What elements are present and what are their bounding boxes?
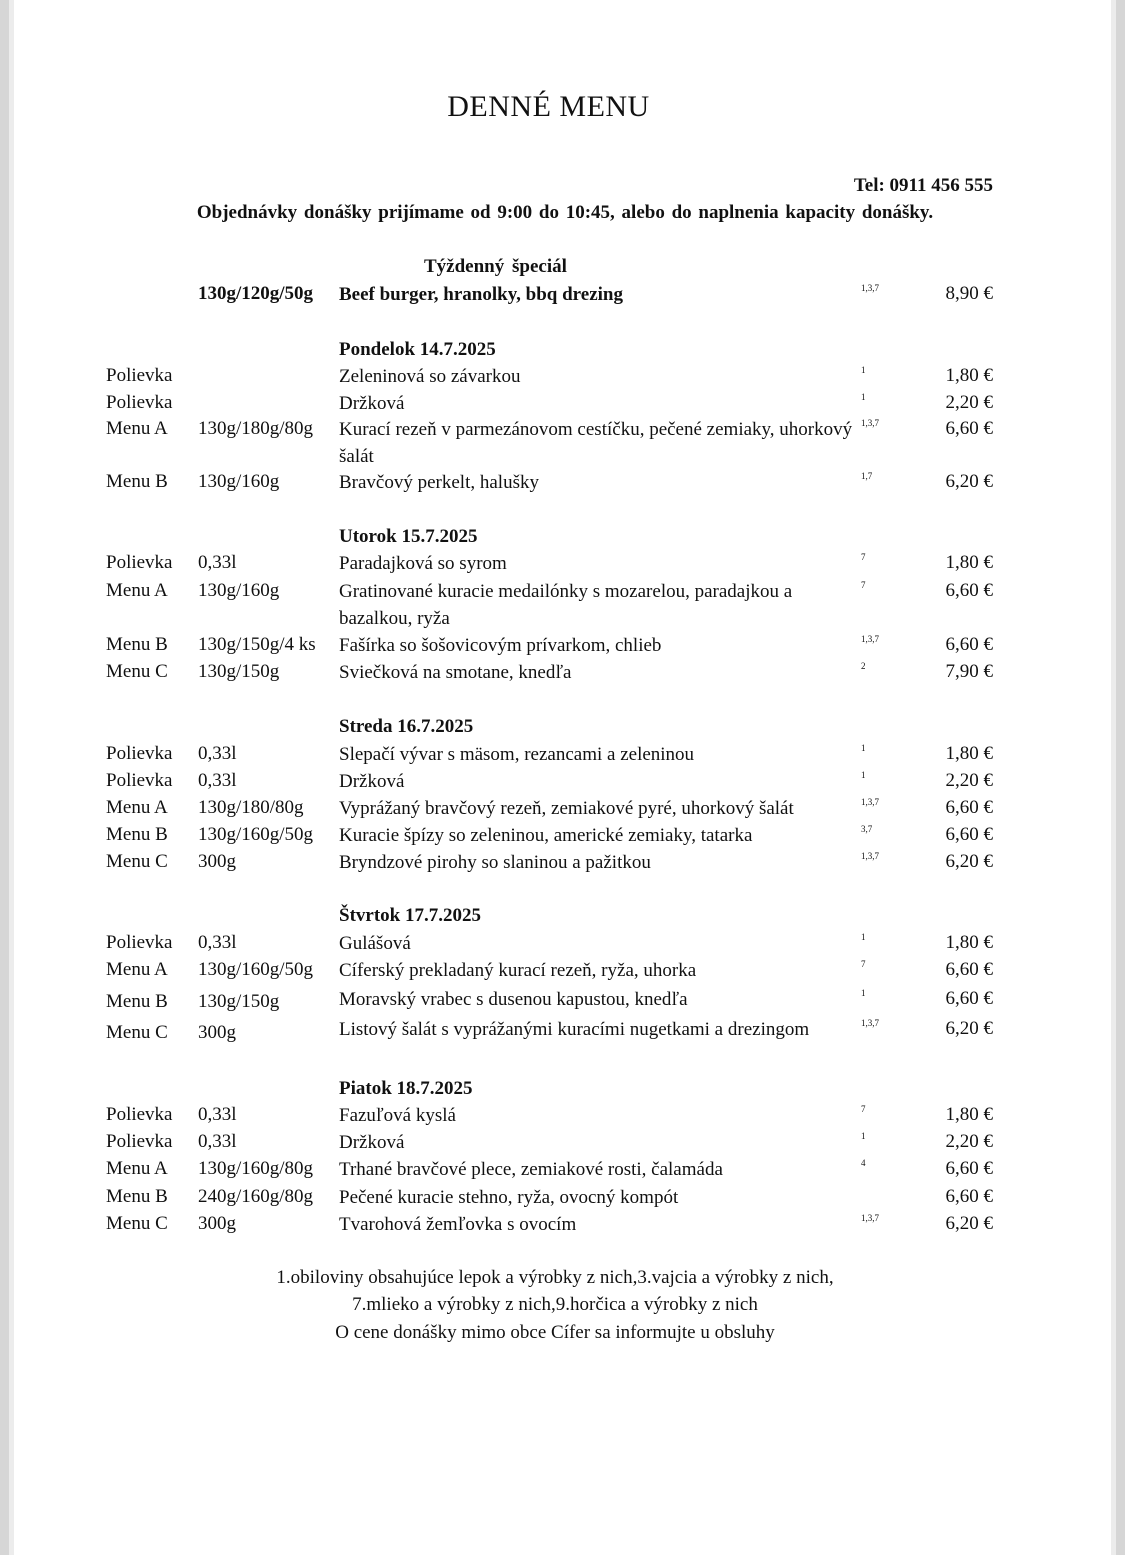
delivery-price-note: O cene donášky mimo obce Cífer sa informujte u obsluhy — [335, 1322, 775, 1343]
delivery-notice: Objednávky donášky prijímame od 9:00 do 10:45, alebo do naplnenia kapacity donášky. — [196, 202, 934, 223]
day-heading-pondelok: Pondelok 14.7.2025 — [339, 339, 496, 360]
dish-name: Slepačí vývar s mäsom, rezancami a zeleninou — [339, 744, 695, 765]
price: 2,20 € — [945, 392, 993, 413]
weight: 130g/150g — [198, 661, 280, 682]
page-edge-right — [1116, 0, 1125, 1555]
weight: 300g — [198, 851, 236, 872]
weight: 0,33l — [198, 743, 237, 764]
menu-label: Polievka — [106, 932, 173, 953]
dish-name: Držková — [339, 393, 405, 414]
allergens: 3,7 — [861, 824, 873, 834]
allergens: 1,3,7 — [861, 283, 879, 293]
weight: 130g/160g/50g — [198, 959, 314, 980]
dish-name: Bryndzové pirohy so slaninou a pažitkou — [339, 852, 651, 873]
menu-label: Menu B — [106, 824, 168, 845]
price: 6,60 € — [945, 1186, 993, 1207]
page-edge-right-inner — [1111, 0, 1116, 1555]
dish-name: Gratinované kuracie medailónky s mozarelou, paradajkou a bazalkou, ryža — [339, 581, 793, 629]
weight: 130g/180g/80g — [198, 418, 314, 439]
price: 6,20 € — [945, 851, 993, 872]
menu-label: Polievka — [106, 1131, 173, 1152]
weight: 0,33l — [198, 1131, 237, 1152]
dish-name: Fazuľová kyslá — [339, 1105, 456, 1126]
weight: 130g/160g — [198, 471, 280, 492]
menu-label: Menu B — [106, 1186, 168, 1207]
price: 6,20 € — [945, 471, 993, 492]
weight: 0,33l — [198, 1104, 237, 1125]
price: 1,80 € — [945, 365, 993, 386]
menu-label: Polievka — [106, 770, 173, 791]
price: 6,60 € — [945, 418, 993, 439]
dish-name: Kuracie špízy so zeleninou, americké zemiaky, tatarka — [339, 825, 753, 846]
allergens: 1 — [861, 365, 866, 375]
dish-name: Bravčový perkelt, halušky — [339, 472, 539, 493]
price: 1,80 € — [945, 1104, 993, 1125]
menu-label: Polievka — [106, 552, 173, 573]
price: 1,80 € — [945, 552, 993, 573]
price: 6,60 € — [945, 824, 993, 845]
dish-name: Držková — [339, 1132, 405, 1153]
weight: 130g/150g — [198, 991, 280, 1012]
price: 6,60 € — [945, 580, 993, 601]
dish-name: Listový šalát s vyprážanými kuracími nugetkami a drezingom — [339, 1019, 810, 1040]
price: 1,80 € — [945, 932, 993, 953]
day-heading-utorok: Utorok 15.7.2025 — [339, 526, 478, 547]
dish-name: Trhané bravčové plece, zemiakové rosti, čalamáda — [339, 1159, 723, 1180]
allergens: 1,3,7 — [861, 1213, 879, 1223]
allergens: 1 — [861, 932, 866, 942]
menu-label: Menu B — [106, 991, 168, 1012]
dish-name: Držková — [339, 771, 405, 792]
menu-label: Menu A — [106, 797, 168, 818]
dish-name: Beef burger, hranolky, bbq drezing — [339, 284, 623, 305]
menu-label: Menu B — [106, 471, 168, 492]
menu-label: Polievka — [106, 1104, 173, 1125]
menu-label: Menu B — [106, 634, 168, 655]
allergens: 1 — [861, 988, 866, 998]
allergen-legend-line-2: 7.mlieko a výrobky z nich,9.horčica a výrobky z nich — [352, 1294, 758, 1315]
weight: 300g — [198, 1022, 236, 1043]
allergens: 1 — [861, 770, 866, 780]
allergens: 1 — [861, 1131, 866, 1141]
allergens: 1,3,7 — [861, 634, 879, 644]
weight: 130g/120g/50g — [198, 283, 314, 304]
price: 6,60 € — [945, 634, 993, 655]
price: 2,20 € — [945, 770, 993, 791]
dish-name: Pečené kuracie stehno, ryža, ovocný kompót — [339, 1187, 679, 1208]
allergens: 7 — [861, 552, 866, 562]
price: 6,20 € — [945, 1018, 993, 1039]
allergens: 4 — [861, 1158, 866, 1168]
allergens: 7 — [861, 1104, 866, 1114]
day-heading-piatok: Piatok 18.7.2025 — [339, 1078, 473, 1099]
dish-name: Moravský vrabec s dusenou kapustou, knedľa — [339, 989, 688, 1010]
allergens: 1,3,7 — [861, 418, 879, 428]
weight: 130g/160g/50g — [198, 824, 314, 845]
weight: 130g/160g/80g — [198, 1158, 314, 1179]
weight: 300g — [198, 1213, 236, 1234]
price: 6,60 € — [945, 1158, 993, 1179]
menu-label: Menu C — [106, 661, 168, 682]
dish-name: Paradajková so syrom — [339, 553, 507, 574]
dish-name: Cíferský prekladaný kurací rezeň, ryža, uhorka — [339, 960, 697, 981]
dish-name: Tvarohová žemľovka s ovocím — [339, 1214, 577, 1235]
menu-label: Polievka — [106, 392, 173, 413]
menu-label: Menu A — [106, 959, 168, 980]
weekly-special-heading: Týždenný špeciál — [424, 256, 567, 277]
allergens: 1,3,7 — [861, 851, 879, 861]
weight: 0,33l — [198, 770, 237, 791]
weight: 240g/160g/80g — [198, 1186, 314, 1207]
price: 6,60 € — [945, 988, 993, 1009]
phone-number: Tel: 0911 456 555 — [853, 175, 993, 196]
price: 6,20 € — [945, 1213, 993, 1234]
menu-label: Polievka — [106, 365, 173, 386]
price: 2,20 € — [945, 1131, 993, 1152]
allergens: 7 — [861, 580, 866, 590]
dish-name: Vyprážaný bravčový rezeň, zemiakové pyré, uhorkový šalát — [339, 798, 794, 819]
price: 6,60 € — [945, 959, 993, 980]
price: 7,90 € — [945, 661, 993, 682]
menu-label: Menu C — [106, 1022, 168, 1043]
dish-name: Fašírka so šošovicovým prívarkom, chlieb — [339, 635, 662, 656]
weight: 130g/160g — [198, 580, 280, 601]
weight: 0,33l — [198, 552, 237, 573]
allergens: 2 — [861, 661, 866, 671]
menu-label: Menu A — [106, 1158, 168, 1179]
dish-name: Kurací rezeň v parmezánovom cestíčku, pečené zemiaky, uhorkový šalát — [339, 419, 853, 467]
allergens: 7 — [861, 959, 866, 969]
weight: 0,33l — [198, 932, 237, 953]
price: 1,80 € — [945, 743, 993, 764]
menu-label: Menu C — [106, 851, 168, 872]
dish-name: Sviečková na smotane, knedľa — [339, 662, 572, 683]
allergens: 1,3,7 — [861, 797, 879, 807]
menu-label: Polievka — [106, 743, 173, 764]
allergens: 1 — [861, 743, 866, 753]
menu-label: Menu A — [106, 418, 168, 439]
day-heading-stvrtok: Štvrtok 17.7.2025 — [339, 905, 481, 926]
allergens: 1,7 — [861, 471, 873, 481]
price: 6,60 € — [945, 797, 993, 818]
price: 8,90 € — [945, 283, 993, 304]
menu-label: Menu A — [106, 580, 168, 601]
allergen-legend-line-1: 1.obiloviny obsahujúce lepok a výrobky z nich,3.vajcia a výrobky z nich, — [276, 1267, 834, 1288]
allergens: 1,3,7 — [861, 1018, 879, 1028]
day-heading-streda: Streda 16.7.2025 — [339, 716, 474, 737]
weight: 130g/150g/4 ks — [198, 634, 316, 655]
dish-name: Zeleninová so závarkou — [339, 366, 521, 387]
menu-label: Menu C — [106, 1213, 168, 1234]
weight: 130g/180/80g — [198, 797, 304, 818]
allergens: 1 — [861, 392, 866, 402]
page-title: DENNÉ MENU — [447, 90, 650, 123]
dish-name: Gulášová — [339, 933, 411, 954]
